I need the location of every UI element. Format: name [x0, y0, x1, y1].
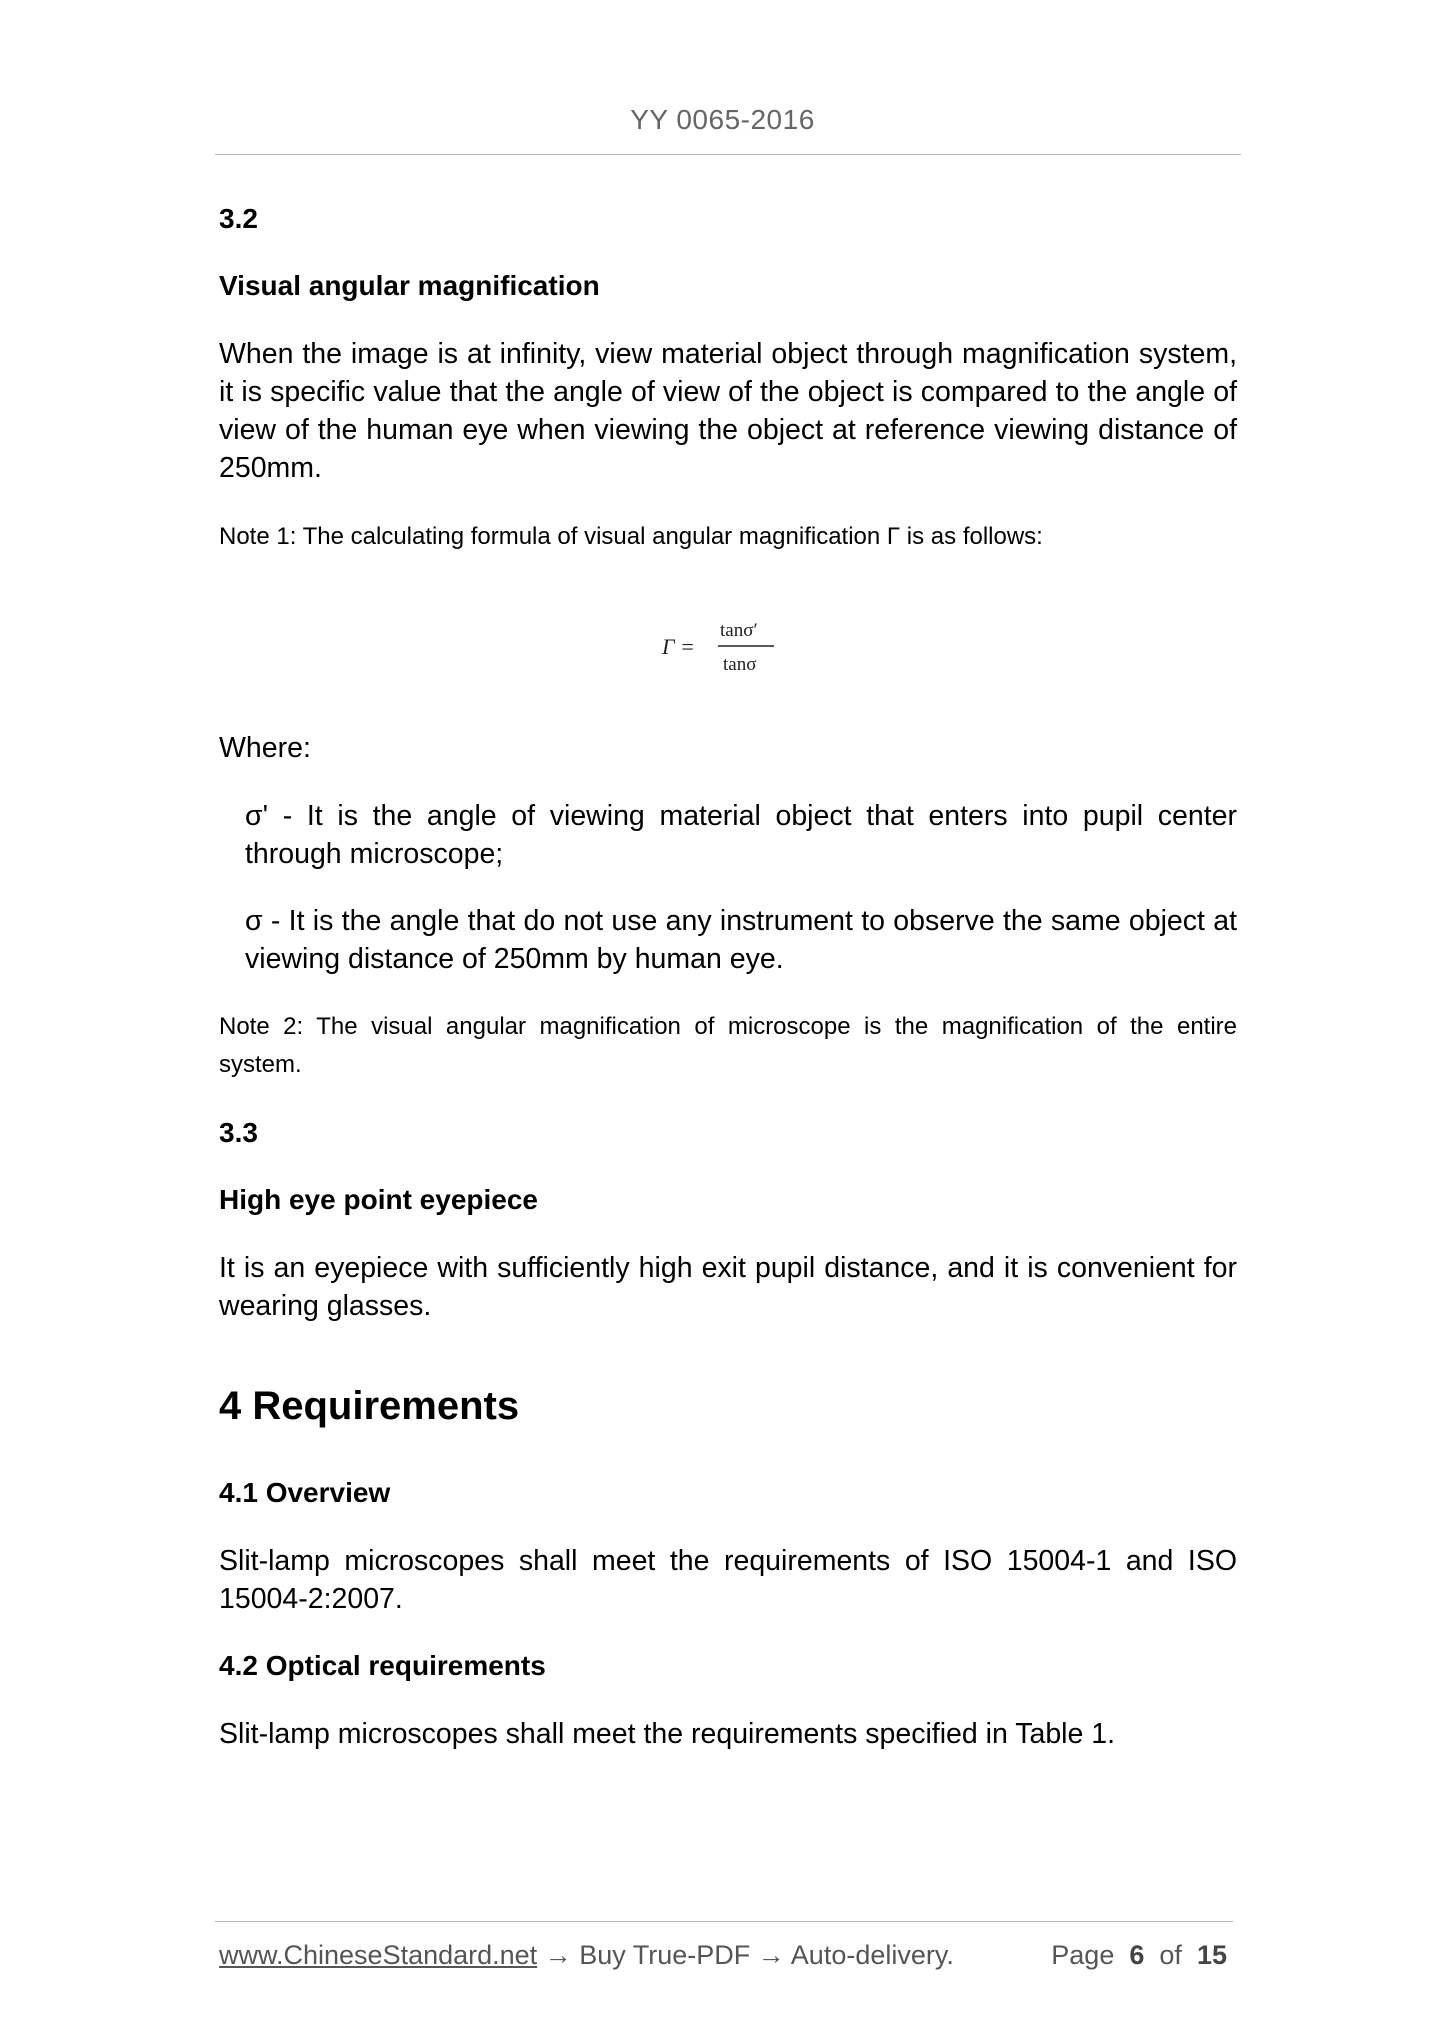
definition-3-3: It is an eyepiece with sufficiently high exit pupil distance, and it is convenient for wearing glasses. — [219, 1252, 1237, 1322]
where-label: Where: — [219, 732, 311, 764]
footer-divider — [215, 1921, 1233, 1922]
magnification-formula — [660, 612, 790, 682]
heading-4-2-optical-requirements: 4.2 Optical requirements — [219, 1650, 546, 1681]
page-label: Page — [1051, 1940, 1115, 1970]
clause-number-3-3: 3.3 — [219, 1117, 258, 1148]
page-indicator — [1051, 1940, 1227, 1971]
page-footer — [219, 1940, 1237, 1980]
heading-4-1-overview: 4.1 Overview — [219, 1477, 391, 1508]
formula-denominator: tanσ — [723, 654, 757, 675]
page-number: 6 — [1129, 1940, 1145, 1970]
footer-promo — [219, 1940, 954, 1971]
text-4-1: Slit-lamp microscopes shall meet the requirements of ISO 15004-1 and ISO 15004-2:2007. — [219, 1545, 1237, 1615]
arrow-right-icon: → — [544, 1940, 572, 1970]
term-visual-angular-magnification: Visual angular magnification — [219, 270, 600, 301]
of-label: of — [1159, 1940, 1182, 1970]
footer-delivery-text: Auto-delivery. — [790, 1940, 954, 1970]
term-high-eye-point-eyepiece: High eye point eyepiece — [219, 1184, 538, 1215]
where-item-sigma: σ - It is the angle that do not use any instrument to observe the same object at viewing distance of 250mm by human eye. — [245, 905, 1237, 975]
footer-website-link[interactable]: www.ChineseStandard.net — [219, 1940, 538, 1970]
page-total: 15 — [1196, 1940, 1227, 1970]
clause-number-3-2: 3.2 — [219, 203, 258, 234]
arrow-right-icon: → — [757, 1940, 785, 1970]
header-divider — [215, 154, 1241, 155]
note-2: Note 2: The visual angular magnification of microscope is the magnification of the entire system. — [219, 1013, 1237, 1078]
heading-4-requirements: 4 Requirements — [219, 1384, 520, 1428]
header-doc-id: YY 0065-2016 — [630, 104, 815, 135]
where-item-sigma-prime: σ' - It is the angle of viewing material object that enters into pupil center through microscope; — [245, 800, 1237, 870]
note-1: Note 1: The calculating formula of visual angular magnification Γ is as follows: — [219, 523, 1043, 550]
formula-numerator: tanσ′ — [720, 620, 758, 641]
definition-3-2: When the image is at infinity, view material object through magnification system, it is specific value that the angle of view of the object is compared to the angle of view of the human eye when viewing the object at reference viewing distance of 250mm. — [219, 338, 1237, 484]
footer-buy-text: Buy True-PDF — [579, 1940, 751, 1970]
formula-lhs: Γ = — [662, 634, 695, 659]
text-4-2: Slit-lamp microscopes shall meet the requirements specified in Table 1. — [219, 1718, 1116, 1750]
